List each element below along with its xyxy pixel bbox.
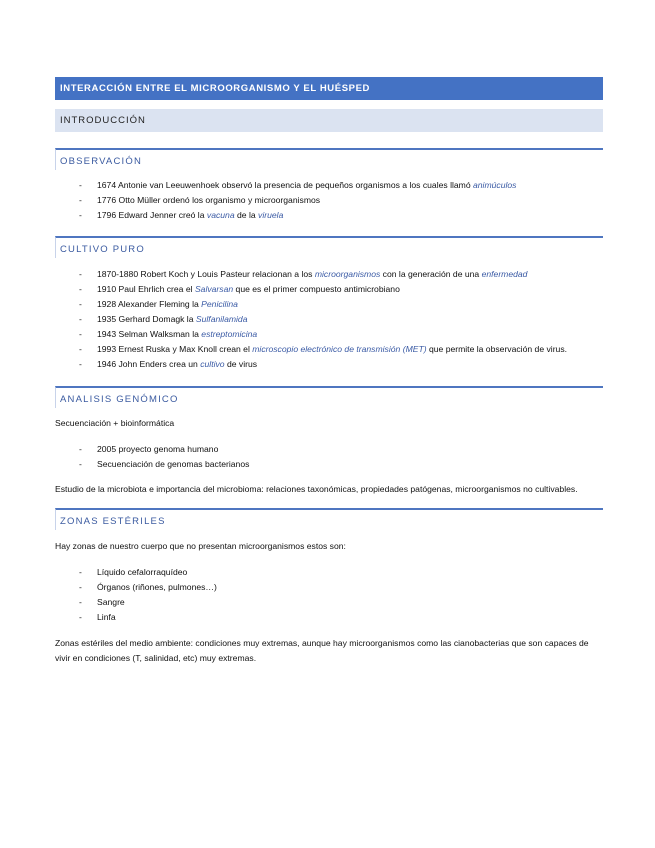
bullet-dash: - xyxy=(79,299,82,309)
genomico-list xyxy=(55,442,603,472)
list-item: - Secuenciación de genomas bacterianos xyxy=(55,457,603,472)
list-item: - 2005 proyecto genoma humano xyxy=(55,442,603,457)
list-item: - 1946 John Enders crea un cultivo de virus xyxy=(55,357,603,372)
genomico-paragraph: Estudio de la microbiota e importancia del microbioma: relaciones taxonómicas, propiedades patógenas, microorganismos no cultivables. xyxy=(55,483,578,494)
list-item: - 1993 Ernest Ruska y Max Knoll crean el microscopio electrónico de transmisión (MET) que permite la observación de virus. xyxy=(55,342,603,357)
list-item: - Órganos (riñones, pulmones…) xyxy=(55,580,603,595)
list-item: - 1943 Selman Walksman la estreptomicina xyxy=(55,327,603,342)
genomico-intro: Secuenciación + bioinformática xyxy=(55,418,175,428)
list-item: - Linfa xyxy=(55,610,603,625)
section-heading-zonas-esteriles: ZONAS ESTÉRILES xyxy=(55,508,603,530)
list-item: - 1796 Edward Jenner creó la vacuna de la viruela xyxy=(55,208,603,223)
list-item: - Sangre xyxy=(55,595,603,610)
bullet-dash: - xyxy=(79,314,82,324)
esteriles-paragraph: Zonas estériles del medio ambiente: condiciones muy extremas, aunque hay microorganismos como las cianobacterias que son capaces de vivir en condiciones (T, salinidad, etc) muy extremas. xyxy=(55,637,589,663)
bullet-dash: - xyxy=(79,269,82,279)
bullet-dash: - xyxy=(79,195,82,205)
list-item: - 1910 Paul Ehrlich crea el Salvarsan que es el primer compuesto antimicrobiano xyxy=(55,282,603,297)
list-item: - 1935 Gerhard Domagk la Sulfanilamida xyxy=(55,312,603,327)
document-title: INTERACCIÓN ENTRE EL MICROORGANISMO Y EL HUÉSPED xyxy=(55,77,603,100)
bullet-dash: - xyxy=(79,458,82,469)
bullet-dash: - xyxy=(79,566,82,577)
bullet-dash: - xyxy=(79,329,82,339)
bullet-dash: - xyxy=(79,210,82,220)
bullet-dash: - xyxy=(79,344,82,354)
list-item: - 1776 Otto Müller ordenó los organismo y microorganismos xyxy=(55,193,603,208)
esteriles-list xyxy=(55,565,603,625)
intro-heading: INTRODUCCIÓN xyxy=(55,109,603,132)
bullet-dash: - xyxy=(79,284,82,294)
bullet-dash: - xyxy=(79,180,82,190)
cultivo-list xyxy=(55,267,603,372)
bullet-dash: - xyxy=(79,581,82,592)
bullet-dash: - xyxy=(79,443,82,454)
esteriles-intro: Hay zonas de nuestro cuerpo que no presentan microorganismos estos son: xyxy=(55,541,346,551)
observacion-list xyxy=(55,178,603,223)
bullet-dash: - xyxy=(79,611,82,622)
section-heading-cultivo-puro: CULTIVO PURO xyxy=(55,236,603,258)
list-item: - 1870-1880 Robert Koch y Louis Pasteur relacionan a los microorganismos con la generación de una enfermedad xyxy=(55,267,603,282)
section-heading-observacion: OBSERVACIÓN xyxy=(55,148,603,170)
list-item: - 1928 Alexander Fleming la Penicilina xyxy=(55,297,603,312)
bullet-dash: - xyxy=(79,596,82,607)
document-content xyxy=(55,77,603,667)
section-heading-analisis-genomico: ANALISIS GENÓMICO xyxy=(55,386,603,408)
list-item: - 1674 Antonie van Leeuwenhoek observó la presencia de pequeños organismos a los cuales llamó animúculos xyxy=(55,178,603,193)
bullet-dash: - xyxy=(79,359,82,369)
list-item: - Líquido cefalorraquídeo xyxy=(55,565,603,580)
